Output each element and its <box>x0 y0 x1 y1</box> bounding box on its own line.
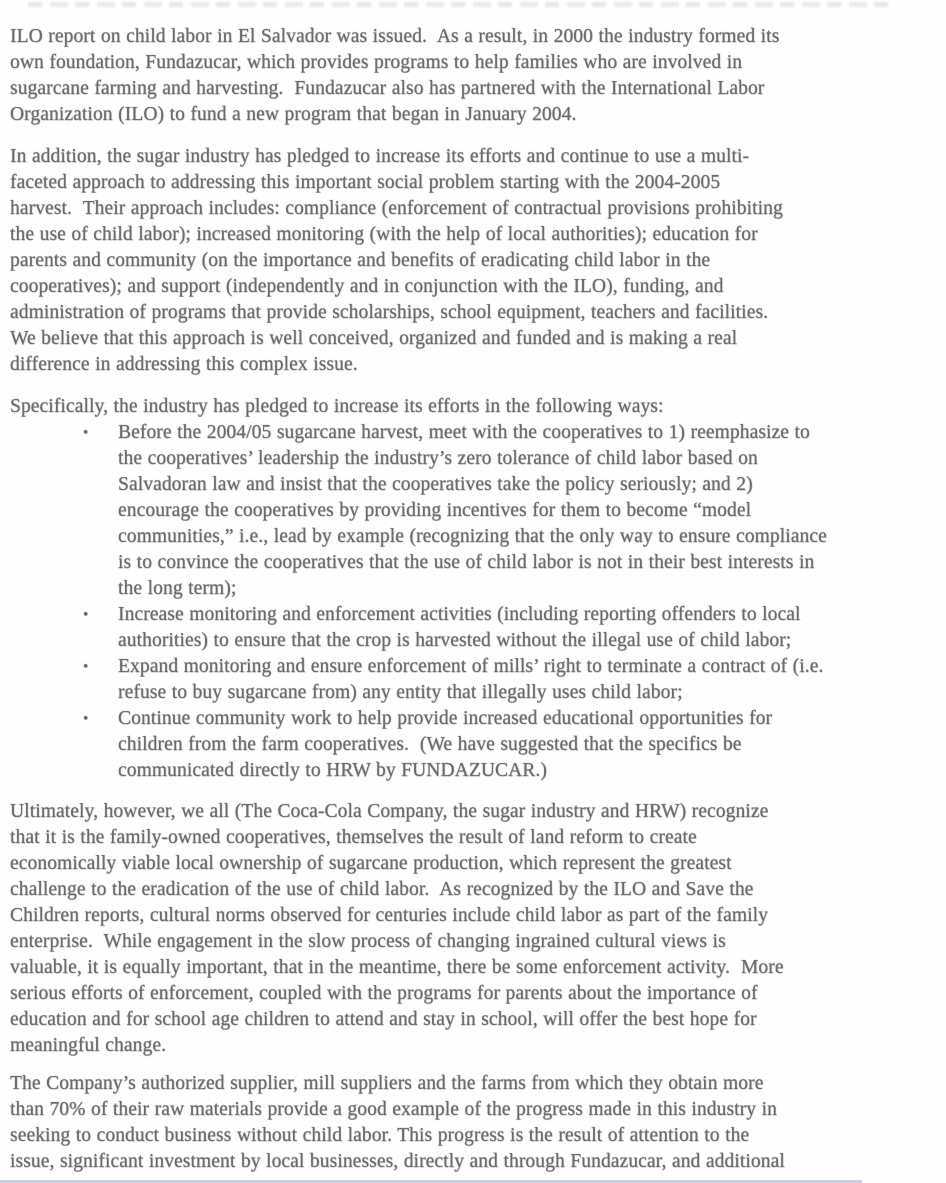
text-line: communities,” i.e., lead by example (recognizing that the only way to ensure compliance <box>118 526 827 547</box>
text-line: Ultimately, however, we all (The Coca-Cola Company, the sugar industry and HRW) recognize <box>10 801 769 822</box>
text-line: education and for school age children to attend and stay in school, will offer the best hope for <box>10 1009 757 1030</box>
paragraph-industry-pledge <box>10 144 940 378</box>
text-line: Organization (ILO) to fund a new program that began in January 2004. <box>10 104 577 125</box>
text-line: communicated directly to HRW by FUNDAZUCAR.) <box>118 760 547 781</box>
bullet-icon: • <box>83 607 89 623</box>
bullet-icon: • <box>83 425 89 441</box>
list-item <box>83 420 940 602</box>
text-line: sugarcane farming and harvesting. Fundazucar also has partnered with the International Labor <box>10 78 765 99</box>
paragraph-ultimately <box>10 799 940 1059</box>
text-line: authorities) to ensure that the crop is harvested without the illegal use of child labor; <box>118 630 792 651</box>
list-item <box>83 654 940 706</box>
text-line: harvest. Their approach includes: compliance (enforcement of contractual provisions prohibiting <box>10 198 783 219</box>
text-line: issue, significant investment by local businesses, directly and through Fundazucar, and additional <box>10 1151 785 1172</box>
text-line: difference in addressing this complex issue. <box>10 354 358 375</box>
text-line: refuse to buy sugarcane from) any entity that illegally uses child labor; <box>118 682 683 703</box>
text-line: seeking to conduct business without child labor. This progress is the result of attention to the <box>10 1125 750 1146</box>
text-line: enterprise. While engagement in the slow process of changing ingrained cultural views is <box>10 931 726 952</box>
text-line: Before the 2004/05 sugarcane harvest, meet with the cooperatives to 1) reemphasize to <box>118 422 810 443</box>
text-line: serious efforts of enforcement, coupled with the programs for parents about the importance of <box>10 983 758 1004</box>
text-line: Expand monitoring and ensure enforcement of mills’ right to terminate a contract of (i.e. <box>118 656 824 677</box>
list-item-text <box>118 706 940 784</box>
text-line: challenge to the eradication of the use of child labor. As recognized by the ILO and Save the <box>10 879 754 900</box>
paragraph-company-supplier <box>10 1071 940 1175</box>
list-item-text <box>118 654 940 706</box>
list-item-text <box>118 602 940 654</box>
text-line: cooperatives); and support (independently and in conjunction with the ILO), funding, and <box>10 276 724 297</box>
text-line: the long term); <box>118 578 237 599</box>
list-item-text <box>118 420 940 602</box>
bullet-icon: • <box>83 711 89 727</box>
bullet-list <box>83 420 940 784</box>
text-line: than 70% of their raw materials provide a good example of the progress made in this industry in <box>10 1099 777 1120</box>
text-line: In addition, the sugar industry has pledged to increase its efforts and continue to use a multi- <box>10 146 750 167</box>
scan-top-artifact <box>28 2 888 7</box>
text-line: is to convince the cooperatives that the use of child labor is not in their best interests in <box>118 552 815 573</box>
list-item <box>83 602 940 654</box>
list-item <box>83 706 940 784</box>
paragraph-ilo-report <box>10 24 940 128</box>
text-line: Children reports, cultural norms observed for centuries include child labor as part of the family <box>10 905 769 926</box>
text-line: Increase monitoring and enforcement activities (including reporting offenders to local <box>118 604 801 625</box>
text-line: the use of child labor); increased monitoring (with the help of local authorities); education for <box>10 224 758 245</box>
text-line: children from the farm cooperatives. (We have suggested that the specifics be <box>118 734 742 755</box>
text-line: encourage the cooperatives by providing incentives for them to become “model <box>118 500 752 521</box>
text-line: ILO report on child labor in El Salvador was issued. As a result, in 2000 the industry formed its <box>10 26 780 47</box>
text-line: Specifically, the industry has pledged to increase its efforts in the following ways: <box>10 396 664 417</box>
text-line: We believe that this approach is well conceived, organized and funded and is making a real <box>10 328 738 349</box>
text-line: valuable, it is equally important, that in the meantime, there be some enforcement activity. More <box>10 957 784 978</box>
bullet-icon: • <box>83 659 89 675</box>
text-line: own foundation, Fundazucar, which provides programs to help families who are involved in <box>10 52 743 73</box>
text-line: meaningful change. <box>10 1035 167 1056</box>
text-line: The Company’s authorized supplier, mill suppliers and the farms from which they obtain more <box>10 1073 764 1094</box>
list-intro <box>10 394 940 420</box>
text-line: that it is the family-owned cooperatives, themselves the result of land reform to create <box>10 827 697 848</box>
text-line: economically viable local ownership of sugarcane production, which represent the greatest <box>10 853 732 874</box>
text-line: parents and community (on the importance and benefits of eradicating child labor in the <box>10 250 711 271</box>
text-line: Salvadoran law and insist that the cooperatives take the policy seriously; and 2) <box>118 474 753 495</box>
text-line: the cooperatives’ leadership the industry’s zero tolerance of child labor based on <box>118 448 758 469</box>
text-line: Continue community work to help provide increased educational opportunities for <box>118 708 773 729</box>
text-line: administration of programs that provide scholarships, school equipment, teachers and facilities. <box>10 302 769 323</box>
text-line: faceted approach to addressing this important social problem starting with the 2004-2005 <box>10 172 721 193</box>
